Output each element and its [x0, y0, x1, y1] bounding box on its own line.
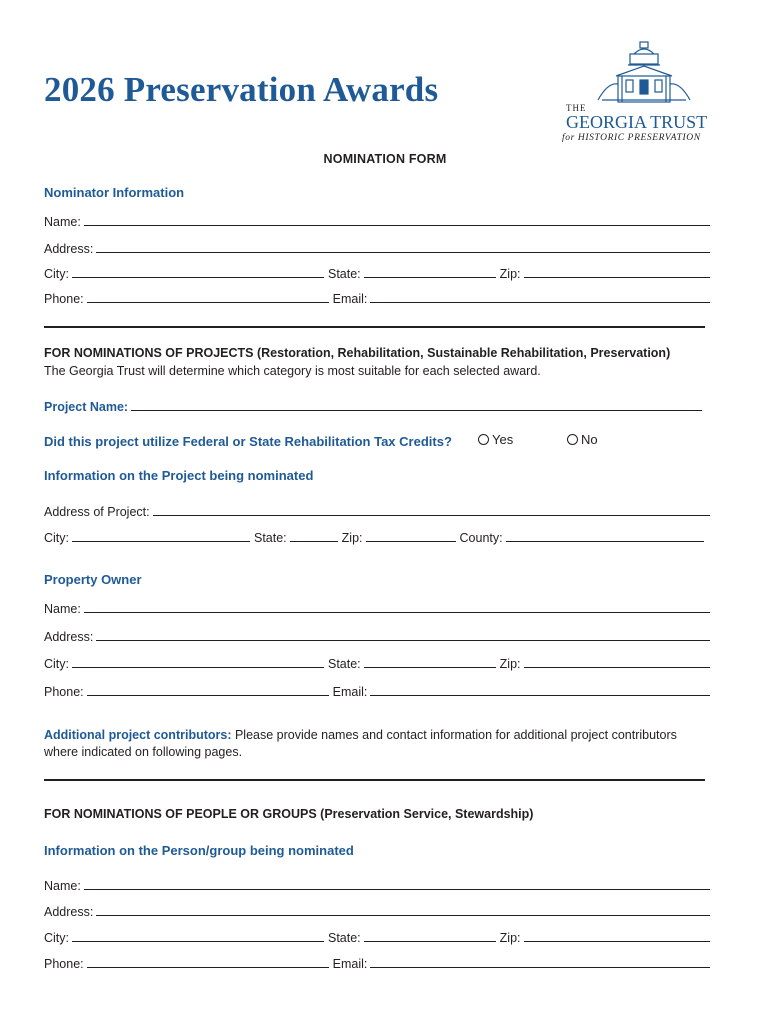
person-zip-field[interactable] [524, 929, 710, 942]
address-label: Address: [44, 905, 94, 919]
city-label: City: [44, 657, 69, 671]
email-label: Email: [332, 292, 368, 306]
person-phone-field[interactable] [87, 955, 329, 968]
state-label: State: [328, 267, 361, 281]
georgia-trust-logo [558, 36, 730, 146]
yes-label: Yes [492, 432, 514, 447]
state-label: State: [328, 931, 361, 945]
no-label: No [581, 432, 598, 447]
owner-name-field[interactable] [84, 600, 710, 613]
person-address-field[interactable] [96, 903, 710, 916]
person-city-row [44, 929, 710, 947]
project-state-field[interactable] [290, 529, 338, 542]
nominator-city-row [44, 265, 710, 283]
person-state-field[interactable] [364, 929, 496, 942]
person-name-row [44, 877, 710, 895]
logo-text-sub: for HISTORIC PRESERVATION [562, 133, 701, 143]
city-label: City: [44, 531, 69, 545]
form-title: NOMINATION FORM [323, 152, 447, 166]
contributors-lead: Additional project contributors: [44, 728, 232, 742]
owner-city-row [44, 655, 710, 673]
nominator-phone-row [44, 290, 710, 308]
state-label: State: [328, 657, 361, 671]
people-section-title: FOR NOMINATIONS OF PEOPLE OR GROUPS (Preservation Service, Stewardship) [44, 807, 534, 821]
nominator-name-field[interactable] [84, 213, 710, 226]
tax-credit-no-option[interactable] [567, 432, 598, 447]
radio-button-icon[interactable] [478, 434, 489, 445]
owner-name-row [44, 600, 710, 618]
project-city-row [44, 529, 710, 547]
project-city-field[interactable] [72, 529, 250, 542]
nominator-email-field[interactable] [370, 290, 710, 303]
project-address-row [44, 503, 710, 521]
person-name-field[interactable] [84, 877, 710, 890]
nominator-address-row [44, 240, 710, 258]
city-label: City: [44, 931, 69, 945]
zip-label: Zip: [499, 657, 521, 671]
name-label: Name: [44, 879, 81, 893]
address-label: Address: [44, 630, 94, 644]
projects-note: The Georgia Trust will determine which category is most suitable for each selected award. [44, 364, 541, 378]
nominator-heading: Nominator Information [44, 185, 185, 200]
email-label: Email: [332, 957, 368, 971]
projects-section-title: FOR NOMINATIONS OF PROJECTS (Restoration, Rehabilitation, Sustainable Rehabilitation, Preservation) [44, 346, 671, 360]
owner-email-field[interactable] [370, 683, 710, 696]
owner-phone-row [44, 683, 710, 701]
name-label: Name: [44, 215, 81, 229]
property-owner-heading: Property Owner [44, 572, 142, 587]
page-title: 2026 Preservation Awards [44, 70, 439, 109]
tax-credit-question: Did this project utilize Federal or State Rehabilitation Tax Credits? [44, 434, 452, 449]
building-icon [558, 36, 730, 146]
tax-credit-yes-option[interactable] [478, 432, 513, 447]
project-address-label: Address of Project: [44, 505, 150, 519]
county-label: County: [459, 531, 503, 545]
nominator-phone-field[interactable] [87, 290, 329, 303]
radio-button-icon[interactable] [567, 434, 578, 445]
project-address-field[interactable] [153, 503, 710, 516]
person-email-field[interactable] [370, 955, 710, 968]
owner-address-row [44, 628, 710, 646]
person-city-field[interactable] [72, 929, 324, 942]
owner-address-field[interactable] [96, 628, 710, 641]
email-label: Email: [332, 685, 368, 699]
city-label: City: [44, 267, 69, 281]
person-address-row [44, 903, 710, 921]
zip-label: Zip: [341, 531, 363, 545]
owner-phone-field[interactable] [87, 683, 329, 696]
owner-city-field[interactable] [72, 655, 324, 668]
logo-text-main: GEORGIA TRUST [566, 112, 708, 132]
address-label: Address: [44, 242, 94, 256]
person-info-heading: Information on the Person/group being nominated [44, 843, 354, 858]
phone-label: Phone: [44, 292, 84, 306]
section-divider [44, 326, 705, 328]
owner-state-field[interactable] [364, 655, 496, 668]
logo-text-the: THE [566, 103, 587, 113]
phone-label: Phone: [44, 685, 84, 699]
project-county-field[interactable] [506, 529, 704, 542]
nominator-zip-field[interactable] [524, 265, 710, 278]
zip-label: Zip: [499, 931, 521, 945]
project-zip-field[interactable] [366, 529, 456, 542]
contributors-text: Please provide names and contact information for additional project contributors where indicated on following pages. [44, 728, 677, 759]
contributors-note [44, 727, 684, 761]
name-label: Name: [44, 602, 81, 616]
owner-zip-field[interactable] [524, 655, 710, 668]
person-phone-row [44, 955, 710, 973]
nominator-state-field[interactable] [364, 265, 496, 278]
nominator-name-row [44, 213, 710, 231]
phone-label: Phone: [44, 957, 84, 971]
section-divider [44, 779, 705, 781]
project-name-row [44, 398, 710, 416]
nominator-address-field[interactable] [96, 240, 710, 253]
zip-label: Zip: [499, 267, 521, 281]
project-info-heading: Information on the Project being nominated [44, 468, 314, 483]
state-label: State: [254, 531, 287, 545]
project-name-label: Project Name: [44, 400, 129, 414]
project-name-field[interactable] [131, 398, 702, 411]
nominator-city-field[interactable] [72, 265, 324, 278]
